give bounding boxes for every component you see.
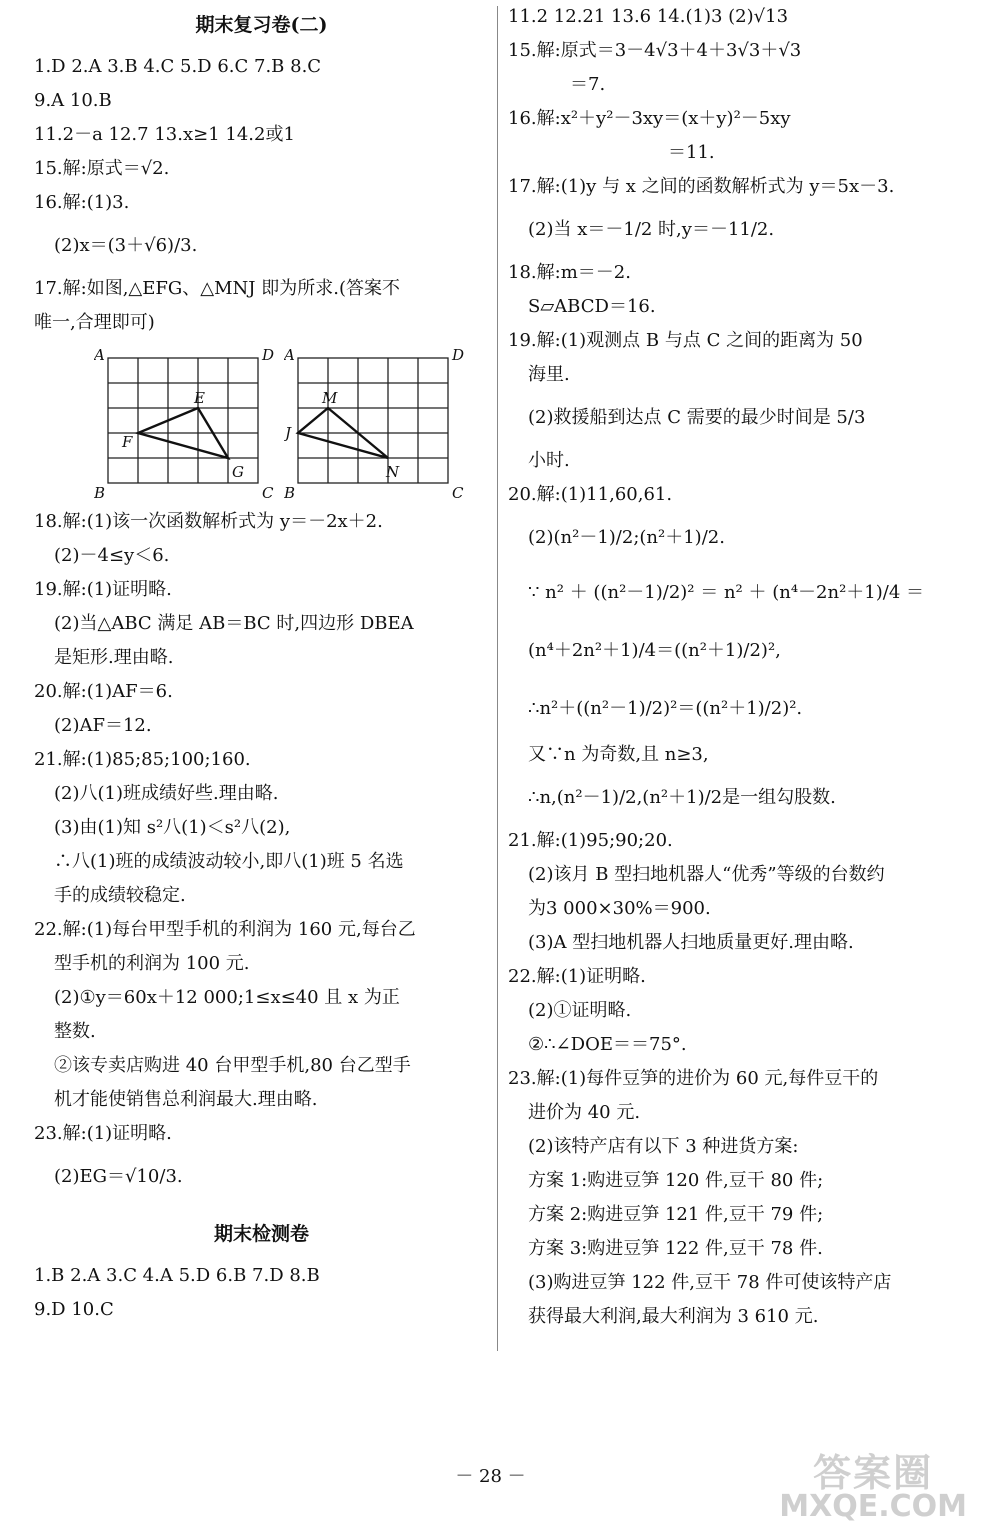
answer-line: 17.解:如图,△EFG、△MNJ 即为所求.(答案不	[34, 278, 400, 299]
answer-line: 方案 3:购进豆笋 122 件,豆干 78 件.	[528, 1238, 823, 1259]
watermark-logo	[779, 1451, 967, 1524]
answer-line: 小时.	[528, 450, 570, 471]
corner-label-c: C	[452, 484, 464, 502]
answer-line: ＝11.	[668, 142, 715, 163]
answer-line: 又∵n 为奇数,且 n≥3,	[528, 744, 709, 765]
corner-label-d: D	[262, 348, 274, 364]
answer-line: 为3 000×30%＝900.	[528, 898, 711, 919]
answer-line: 唯一,合理即可)	[34, 312, 155, 333]
corner-label-b: B	[284, 484, 296, 502]
watermark-bottom-text: MXQE.COM	[779, 1489, 967, 1524]
answer-line: ②该专卖店购进 40 台甲型手机,80 台乙型手	[54, 1055, 411, 1076]
answer-line: ∴n²＋((n²－1)/2)²＝((n²＋1)/2)².	[528, 698, 803, 719]
answer-line: ∴n,(n²－1)/2,(n²＋1)/2是一组勾股数.	[528, 787, 836, 808]
answer-line: 11.2 12.21 13.6 14.(1)3 (2)√13	[508, 6, 789, 27]
answer-line: 23.解:(1)证明略.	[34, 1123, 172, 1144]
corner-label-a: A	[284, 348, 295, 364]
answer-line: 22.解:(1)证明略.	[508, 966, 646, 987]
answer-line: (3)A 型扫地机器人扫地质量更好.理由略.	[528, 932, 854, 953]
answer-line: (2)该月 B 型扫地机器人“优秀”等级的台数约	[528, 864, 885, 885]
watermark-top-text: 答案圈	[813, 1451, 934, 1495]
answer-line: (3)购进豆笋 122 件,豆干 78 件可使该特产店	[528, 1272, 892, 1293]
answer-line: 进价为 40 元.	[528, 1102, 641, 1123]
left-column	[34, 0, 489, 1327]
answer-line: 1.B 2.A 3.C 4.A 5.D 6.B 7.D 8.B	[34, 1265, 320, 1286]
answer-line: 21.解:(1)85;85;100;160.	[34, 749, 251, 770]
answer-line: 机才能使销售总利润最大.理由略.	[54, 1089, 318, 1110]
point-label-e: E	[194, 389, 205, 407]
right-column	[508, 0, 958, 1334]
answer-line: (2)－4≤y＜6.	[54, 545, 170, 566]
answer-line: 方案 2:购进豆笋 121 件,豆干 79 件;	[528, 1204, 824, 1225]
corner-label-b: B	[94, 484, 106, 502]
answer-line: (2)救援船到达点 C 需要的最少时间是 5/3	[528, 407, 866, 428]
answer-line: 15.解:原式＝√2.	[34, 158, 170, 179]
corner-label-d: D	[452, 348, 464, 364]
page-number: － 28 －	[455, 1466, 526, 1487]
answer-line: 整数.	[54, 1021, 96, 1042]
answer-line: (2)AF＝12.	[54, 715, 152, 736]
answer-line: 型手机的利润为 100 元.	[54, 953, 250, 974]
answer-line: 15.解:原式＝3－4√3＋4＋3√3＋√3	[508, 40, 802, 61]
answer-line: S▱ABCD＝16.	[528, 296, 656, 317]
answer-line: 20.解:(1)AF＝6.	[34, 681, 173, 702]
answer-line: ＝7.	[570, 74, 606, 95]
answer-line: 方案 1:购进豆笋 120 件,豆干 80 件;	[528, 1170, 824, 1191]
answer-line: 19.解:(1)证明略.	[34, 579, 172, 600]
answer-line: 18.解:m＝－2.	[508, 262, 631, 283]
answer-line: ②∴∠DOE＝＝75°.	[528, 1034, 687, 1055]
answer-line: (2)当 x＝－1/2 时,y＝－11/2.	[528, 219, 775, 240]
answer-line: 手的成绩较稳定.	[54, 885, 186, 906]
answer-line: 16.解:x²＋y²－3xy＝(x＋y)²－5xy	[508, 108, 791, 129]
corner-label-c: C	[262, 484, 274, 502]
answer-line: 海里.	[528, 364, 570, 385]
answer-line: 11.2－a 12.7 13.x≥1 14.2或1	[34, 124, 295, 145]
section-title-final-exam: 期末检测卷	[213, 1223, 309, 1245]
answer-line: (2)EG＝√10/3.	[54, 1166, 183, 1187]
corner-label-a: A	[94, 348, 105, 364]
answer-line: (3)由(1)知 s²八(1)＜s²八(2),	[54, 817, 291, 838]
point-label-m: M	[322, 389, 338, 407]
grid-figures	[34, 340, 489, 505]
answer-line: 17.解:(1)y 与 x 之间的函数解析式为 y＝5x－3.	[508, 176, 895, 197]
answer-line: (2)八(1)班成绩好些.理由略.	[54, 783, 279, 804]
answer-line: (2)x＝(3＋√6)/3.	[54, 235, 198, 256]
answer-line: 18.解:(1)该一次函数解析式为 y＝－2x＋2.	[34, 511, 383, 532]
answer-line: 22.解:(1)每台甲型手机的利润为 160 元,每台乙	[34, 919, 416, 940]
answer-line: 19.解:(1)观测点 B 与点 C 之间的距离为 50	[508, 330, 863, 351]
answer-line: 是矩形.理由略.	[54, 647, 174, 668]
answer-line: 20.解:(1)11,60,61.	[508, 484, 673, 505]
answer-line: (2)(n²－1)/2;(n²＋1)/2.	[528, 527, 725, 548]
answer-line: 21.解:(1)95;90;20.	[508, 830, 673, 851]
answer-line: ∴八(1)班的成绩波动较小,即八(1)班 5 名选	[54, 851, 404, 872]
grid-figure-mnj	[284, 348, 464, 506]
answer-line: 1.D 2.A 3.B 4.C 5.D 6.C 7.B 8.C	[34, 56, 322, 77]
answer-line: (n⁴＋2n²＋1)/4＝((n²＋1)/2)²,	[528, 640, 781, 661]
answer-line: 9.A 10.B	[34, 90, 112, 111]
answer-line: 获得最大利润,最大利润为 3 610 元.	[528, 1306, 819, 1327]
grid-figure-efg	[94, 348, 274, 506]
point-label-j: J	[285, 424, 292, 442]
answer-line: (2)该特产店有以下 3 种进货方案:	[528, 1136, 799, 1157]
answer-line: 16.解:(1)3.	[34, 192, 130, 213]
column-divider	[497, 6, 498, 1351]
answer-line: ∵ n² ＋ ((n²－1)/2)² ＝ n² ＋ (n⁴－2n²＋1)/4 ＝	[528, 582, 925, 603]
section-title-review-2: 期末复习卷(二)	[195, 14, 328, 36]
answer-line: (2)①证明略.	[528, 1000, 632, 1021]
point-label-n: N	[386, 463, 400, 481]
answer-line: (2)当△ABC 满足 AB＝BC 时,四边形 DBEA	[54, 613, 414, 634]
point-label-f: F	[122, 433, 133, 451]
answer-line: 23.解:(1)每件豆笋的进价为 60 元,每件豆干的	[508, 1068, 879, 1089]
point-label-g: G	[232, 463, 244, 481]
answer-line: (2)①y＝60x＋12 000;1≤x≤40 且 x 为正	[54, 987, 400, 1008]
answer-line: 9.D 10.C	[34, 1299, 114, 1320]
